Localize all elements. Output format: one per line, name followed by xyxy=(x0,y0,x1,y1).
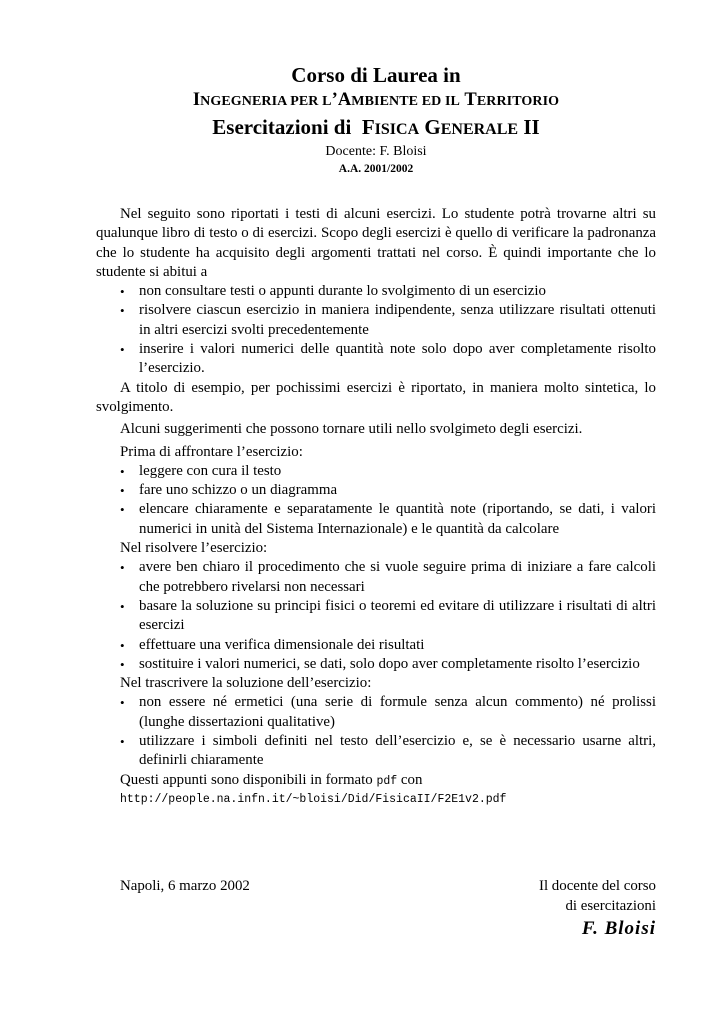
intro-paragraph: Nel seguito sono riportati i testi di alcuni esercizi. Lo studente potrà trovarne altri su qualunque libro di testo o di esercizi. Scopo degli esercizi è quello di verificare la padronanza che lo studente ha acquisito degli argomenti trattati nel corso. È quindi importante che lo studente si abitui a xyxy=(96,206,656,280)
subject-title: Esercitazioni di FISICA GENERALE II xyxy=(212,115,540,139)
list-item xyxy=(96,282,656,301)
solving-list xyxy=(96,558,656,674)
list-item xyxy=(96,655,656,674)
role-line-1: Il docente del corso xyxy=(538,878,656,894)
list-item-text: utilizzare i simboli definiti nel testo dell’esercizio e, se è necessario usarne altri, definirli chiaramente xyxy=(139,733,656,769)
availability-con: con xyxy=(400,771,423,788)
list-item-text: leggere con cura il testo xyxy=(139,462,282,479)
bullet-icon: • xyxy=(120,637,125,653)
list-item xyxy=(96,340,656,379)
signature-block xyxy=(539,876,656,942)
bullet-icon: • xyxy=(120,502,125,518)
list-item xyxy=(96,597,656,636)
bullet-icon: • xyxy=(120,656,125,672)
list-item-text: elencare chiaramente e separatamente le quantità note (riportando, se dati, i valori numerici in unità del Sistema Internazionale) e le quantità da calcolare xyxy=(139,501,656,537)
signature: F. Bloisi xyxy=(581,918,656,939)
course-title: Corso di Laurea in xyxy=(291,63,461,87)
list-item xyxy=(96,558,656,597)
list-item-text: non essere né ermetici (una serie di formule senza alcun commento) né prolissi (lunghe dissertazioni qualitative) xyxy=(139,694,656,730)
list-item xyxy=(96,732,656,771)
document-page xyxy=(96,62,656,809)
list-item-text: fare uno schizzo o un diagramma xyxy=(139,482,338,499)
bullet-icon: • xyxy=(120,342,125,358)
list-item-text: avere ben chiaro il procedimento che si vuole seguire prima di iniziare a fare calcoli che potrebbero rivelarsi non necessari xyxy=(139,559,656,595)
list-item xyxy=(96,301,656,340)
availability-text: Questi appunti sono disponibili in formato xyxy=(120,771,373,788)
format-label: pdf xyxy=(376,774,398,788)
bullet-icon: • xyxy=(120,284,125,300)
availability-paragraph xyxy=(96,771,656,791)
list-item-text: basare la soluzione su principi fisici o teoremi ed evitare di utilizzare i risultati di altri esercizi xyxy=(139,597,656,634)
bullet-icon: • xyxy=(120,598,125,614)
bullet-icon: • xyxy=(120,695,125,711)
list-item-text: effettuare una verifica dimensionale dei risultati xyxy=(139,636,425,653)
bullet-icon: • xyxy=(120,303,125,319)
bullet-icon: • xyxy=(120,483,125,499)
example-paragraph: A titolo di esempio, per pochissimi esercizi è riportato, in maniera molto sintetica, lo svolgimento. xyxy=(96,379,656,415)
degree-name: INGEGNERIA PER L’AMBIENTE ED IL TERRITORIO xyxy=(192,90,560,110)
document-header xyxy=(96,62,656,177)
before-label: Prima di affrontare l’esercizio: xyxy=(120,443,303,460)
writing-list xyxy=(96,693,656,770)
instructor: Docente: F. Bloisi xyxy=(325,144,427,159)
list-item xyxy=(96,693,656,732)
bullet-icon: • xyxy=(120,560,125,576)
writing-label: Nel trascrivere la soluzione dell’esercizio: xyxy=(120,675,372,692)
list-item xyxy=(96,481,656,500)
before-list xyxy=(96,462,656,539)
list-item-text: non consultare testi o appunti durante lo svolgimento di un esercizio xyxy=(139,283,546,300)
role-line-2: di esercitazioni xyxy=(565,898,656,914)
suggestions-paragraph: Alcuni suggerimenti che possono tornare utili nello svolgimeto degli esercizi. xyxy=(120,421,583,438)
bullet-icon: • xyxy=(120,734,125,750)
academic-year: A.A. 2001/2002 xyxy=(338,163,414,175)
intro-list xyxy=(96,282,656,378)
list-item xyxy=(96,636,656,655)
list-item xyxy=(96,500,656,539)
list-item xyxy=(96,462,656,481)
pdf-url: http://people.na.infn.it/~bloisi/Did/FisicaII/F2E1v2.pdf xyxy=(120,792,507,806)
document-body xyxy=(96,205,656,809)
bullet-icon: • xyxy=(120,463,125,479)
place-date: Napoli, 6 marzo 2002 xyxy=(120,878,250,894)
list-item-text: risolvere ciascun esercizio in maniera indipendente, senza utilizzare risultati ottenuti in altri esercizi svolti precedentemente xyxy=(139,302,656,338)
list-item-text: inserire i valori numerici delle quantità note solo dopo aver completamente risolto l’esercizio. xyxy=(139,341,656,377)
list-item-text: sostituire i valori numerici, se dati, solo dopo aver completamente risolto l’esercizio xyxy=(139,655,640,672)
solving-label: Nel risolvere l’esercizio: xyxy=(120,540,268,557)
